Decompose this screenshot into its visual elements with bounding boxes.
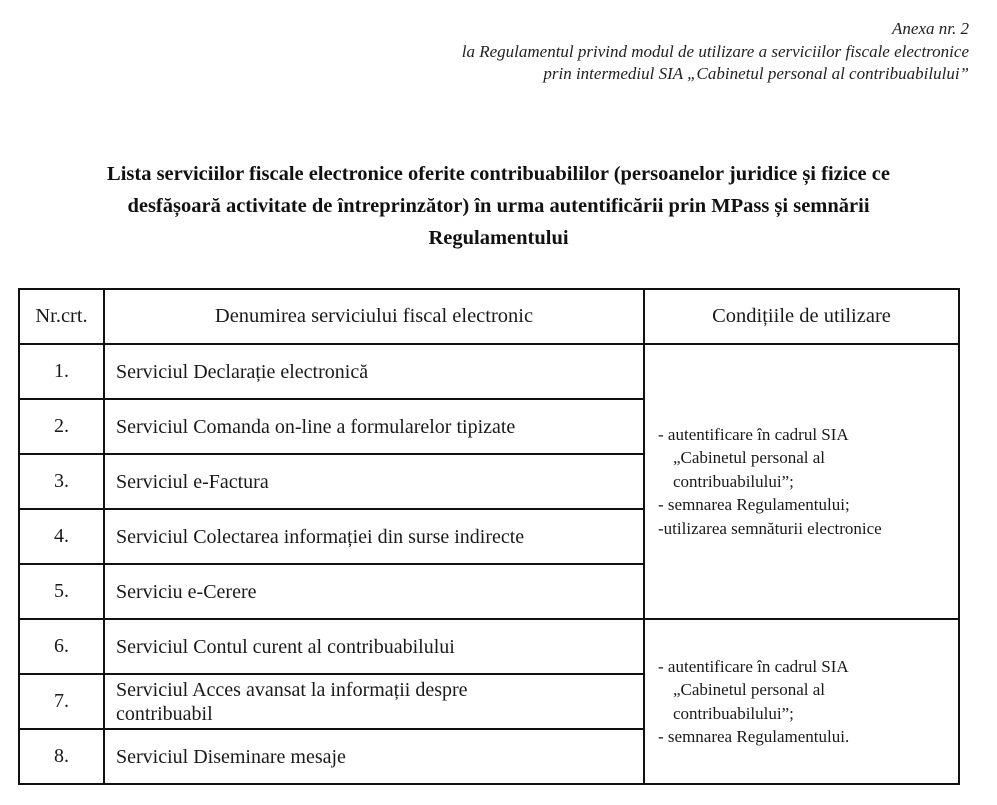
condition-taxpayer [658,470,958,494]
annex-header [462,18,969,86]
row-number: 4. [19,509,104,564]
table-header-row [19,289,959,344]
condition-taxpayer-suffix: ; [789,471,794,491]
condition-taxpayer-text: contribuabilului” [673,471,790,491]
document-title [30,158,967,254]
service-name-line-2: contribuabil [116,702,213,725]
service-name: Serviciul Colectarea informației din surse indirecte [104,509,644,564]
annex-number: Anexa nr. 2 [892,19,969,38]
condition-electronic-signature: - utilizarea semnăturii electronice [658,517,958,541]
table-row [19,619,959,674]
condition-taxpayer-suffix: ; [789,703,794,723]
condition-sign-regulation: - semnarea Regulamentului; [658,493,958,517]
condition-authentication: - autentificare în cadrul SIA [658,655,958,679]
condition-sign-regulation: - semnarea Regulamentului. [658,725,958,749]
condition-taxpayer-text: contribuabilului” [673,703,790,723]
service-name: Serviciul e-Factura [104,454,644,509]
title-line-2: desfășoară activitate de întreprinzător) în urma autentificării prin MPass și semnării [127,195,870,217]
service-name: Serviciul Comanda on-line a formularelor tipizate [104,399,644,454]
service-name: Serviciu e-Cerere [104,564,644,619]
row-number: 3. [19,454,104,509]
row-number: 7. [19,674,104,729]
service-name [104,674,644,729]
service-name: Serviciul Declarație electronică [104,344,644,399]
row-number: 5. [19,564,104,619]
conditions-group-1 [644,344,959,619]
title-line-3: Regulamentului [428,227,569,249]
services-table [18,288,960,785]
conditions-group-2 [644,619,959,784]
table-row [19,344,959,399]
condition-cabinet: „Cabinetul personal al [673,448,826,468]
title-line-1: Lista serviciilor fiscale electronice oferite contribuabililor (persoanelor juridice și fizice ce [107,163,890,185]
service-name: Serviciul Diseminare mesaje [104,729,644,784]
condition-taxpayer [658,702,958,726]
service-name-line-1: Serviciul Acces avansat la informații despre [116,678,468,701]
header-nr: Nr.crt. [19,289,104,344]
row-number: 2. [19,399,104,454]
annex-regulation-reference: la Regulamentul privind modul de utilizare a serviciilor fiscale electronice [461,41,969,61]
service-name: Serviciul Contul curent al contribuabilului [104,619,644,674]
condition-cabinet: „Cabinetul personal al [673,680,826,699]
annex-system-reference: prin intermediul SIA „Cabinetul personal al contribuabilului” [543,64,969,83]
header-service-name: Denumirea serviciului fiscal electronic [104,289,644,344]
header-conditions: Condițiile de utilizare [644,289,959,344]
row-number: 6. [19,619,104,674]
row-number: 1. [19,344,104,399]
row-number: 8. [19,729,104,784]
condition-authentication: - autentificare în cadrul SIA [658,423,958,447]
